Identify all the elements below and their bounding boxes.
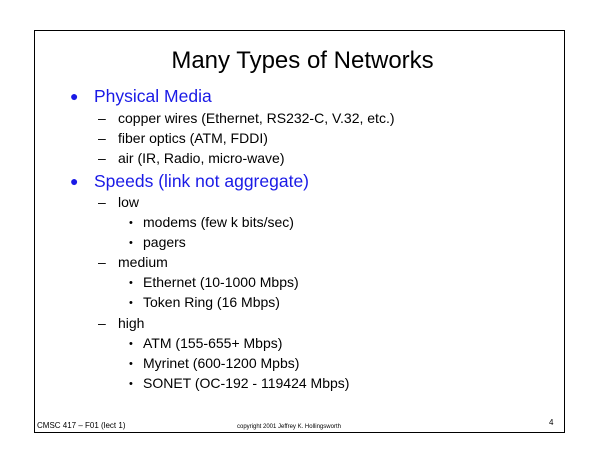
sub-list-item <box>129 354 299 373</box>
section-heading-label: Speeds (link not aggregate) <box>94 171 309 191</box>
sub-list-item <box>129 233 186 252</box>
dash-icon: – <box>98 194 106 210</box>
sub-list-item-label: Myrinet (600-1200 Mpbs) <box>143 355 300 371</box>
dot-icon: • <box>129 338 133 350</box>
sub-list-item <box>129 293 280 312</box>
dash-icon: – <box>98 110 106 126</box>
sub-list-item <box>129 374 349 393</box>
list-item <box>98 193 139 211</box>
list-item <box>98 149 284 167</box>
sub-list-item <box>129 334 282 353</box>
list-item <box>98 314 144 332</box>
sub-list-item-label: SONET (OC-192 - 119424 Mbps) <box>143 375 350 391</box>
sub-list-item-label: Token Ring (16 Mbps) <box>143 294 280 310</box>
bullet-icon: ● <box>70 88 79 104</box>
list-item-label: copper wires (Ethernet, RS232-C, V.32, etc.) <box>118 110 395 126</box>
dot-icon: • <box>129 378 133 390</box>
dot-icon: • <box>129 217 133 229</box>
footer-course-label: CMSC 417 – F01 (lect 1) <box>37 421 126 430</box>
dash-icon: – <box>98 130 106 146</box>
sub-list-item-label: Ethernet (10-1000 Mbps) <box>143 274 299 290</box>
section-heading-physical-media <box>70 85 212 107</box>
list-item-label: medium <box>118 254 168 270</box>
footer-copyright: copyright 2001 Jeffrey K. Hollingsworth <box>237 424 341 430</box>
list-item-label: low <box>118 194 140 210</box>
sub-list-item <box>129 273 299 292</box>
dot-icon: • <box>129 277 133 289</box>
list-item-label: high <box>118 315 145 331</box>
dash-icon: – <box>98 315 106 331</box>
sub-list-item <box>129 213 294 232</box>
dot-icon: • <box>129 358 133 370</box>
dot-icon: • <box>129 237 133 249</box>
section-heading-label: Physical Media <box>94 86 212 106</box>
sub-list-item-label: ATM (155-655+ Mbps) <box>143 335 283 351</box>
dot-icon: • <box>129 297 133 309</box>
list-item <box>98 253 168 271</box>
bullet-icon: ● <box>70 173 79 189</box>
section-heading-speeds <box>70 170 309 192</box>
page-number: 4 <box>549 418 554 427</box>
list-item-label: air (IR, Radio, micro-wave) <box>118 150 285 166</box>
list-item-label: fiber optics (ATM, FDDI) <box>118 130 268 146</box>
list-item <box>98 109 395 127</box>
dash-icon: – <box>98 254 106 270</box>
slide-title: Many Types of Networks <box>171 47 434 74</box>
list-item <box>98 129 268 147</box>
sub-list-item-label: modems (few k bits/sec) <box>143 214 294 230</box>
sub-list-item-label: pagers <box>143 234 186 250</box>
dash-icon: – <box>98 150 106 166</box>
